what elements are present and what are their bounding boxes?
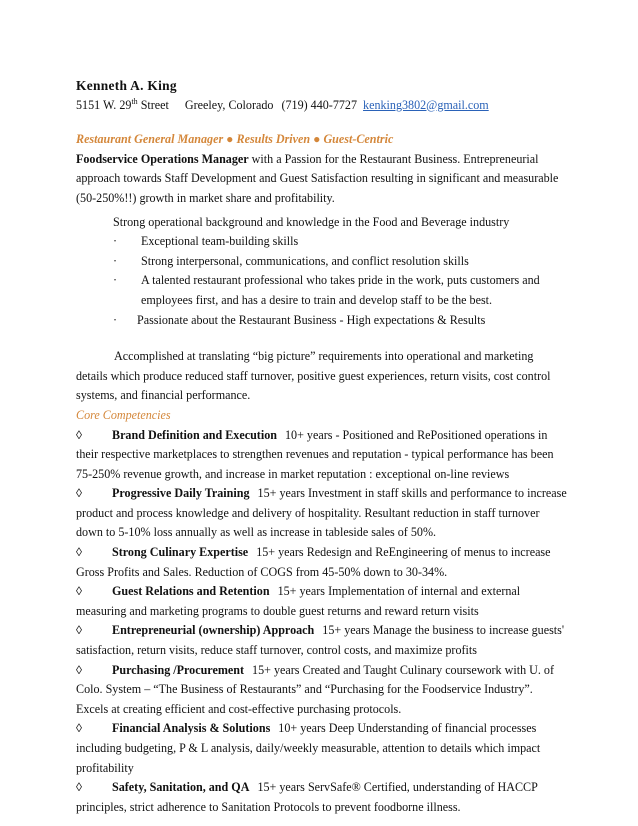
intro-bold-title: Foodservice Operations Manager (76, 151, 249, 166)
competency-text: ServSafe® Certified, understanding of HACCP principles, strict adherence to Sanitation Protocols to prevent foodborne illness. (76, 780, 538, 814)
competency-title: Entrepreneurial (ownership) Approach (112, 623, 315, 638)
bullet-icon: · (113, 253, 118, 268)
competency-item (76, 719, 568, 778)
competency-title: Guest Relations and Retention (112, 584, 270, 599)
competency-years: 15+ years (252, 662, 300, 677)
competency-title: Purchasing /Procurement (112, 662, 245, 677)
competency-title: Strong Culinary Expertise (112, 545, 249, 560)
diamond-icon: ◊ (76, 584, 82, 599)
competency-years: 15+ years (257, 780, 305, 795)
bullet-icon: · (113, 273, 118, 288)
competency-title: Progressive Daily Training (112, 486, 250, 501)
diamond-icon: ◊ (76, 486, 82, 501)
bullet-icon: · (113, 312, 118, 327)
competency-title: Brand Definition and Execution (112, 427, 277, 442)
competency-years: 15+ years (322, 623, 370, 638)
strength-item: · Strong interpersonal, communications, and conflict resolution skills (113, 252, 568, 272)
intro-text: with a Passion for the Restaurant Business. Entrepreneurial approach towards Staff Development and Guest Satisfaction resulting in significant and measurable (50-250%!!) growth in market share and profitability. (76, 151, 559, 205)
competency-years: 10+ years - Positioned and RePositioned operations (284, 427, 535, 442)
competency-item (76, 582, 568, 621)
strengths-lead: Strong operational background and knowledge in the Food and Beverage industry (113, 214, 510, 229)
competency-text: Investment in staff skills and performance to increase product and process knowledge and delivery of hospitality. Resultant reduction in staff turnover down to 5-10% loss annually as well as increase in tableside sales of 50%. (76, 486, 567, 540)
competency-years: 15+ years (277, 584, 326, 599)
phone-number: (719) 440-7727 (281, 97, 358, 112)
competency-title: Safety, Sanitation, and QA (112, 780, 250, 795)
diamond-icon: ◊ (76, 623, 82, 638)
intro-paragraph (76, 150, 568, 209)
diamond-icon: ◊ (76, 427, 82, 442)
competency-title: Financial Analysis & Solutions (112, 721, 271, 736)
competency-text: Deep Understanding of financial processes including budgeting, P & L analysis, daily/weekly measurable, attention to details which impact profitability (76, 721, 541, 775)
competency-item (76, 484, 568, 543)
contact-line (76, 96, 568, 116)
competency-text: Implementation of internal and external measuring and marketing programs to double guest returns and reward return visits (76, 584, 521, 618)
city-state: Greeley, Colorado (184, 97, 274, 112)
competency-text: Redesign and ReEngineering of menus to increase Gross Profits and Sales. Reduction of COGS from 45-50% down to 30-34%. (76, 545, 551, 579)
tagline: Restaurant General Manager ● Results Driven ● Guest-Centric (76, 132, 394, 147)
bullet-icon: · (113, 234, 118, 249)
competency-item (76, 778, 568, 817)
diamond-icon: ◊ (76, 545, 82, 560)
competency-list (76, 426, 568, 818)
competency-text: in their respective marketplaces to strengthen revenues and reputation - typical performance has been 75-250% revenue growth, and increase in market reputation : exceptional on-line reviews (76, 427, 554, 481)
strength-item: · Passionate about the Restaurant Business - High expectations & Results (113, 311, 568, 331)
resume-page (76, 76, 568, 817)
email-link[interactable]: kenking3802@gmail.com (363, 97, 489, 112)
competency-item (76, 621, 568, 660)
summary-paragraph: Accomplished at translating “big picture” requirements into operational and marketing details which produce reduced staff turnover, positive guest experiences, return visits, cost control systems, and financial performance. (76, 349, 551, 403)
strength-item: · Exceptional team-building skills (113, 232, 568, 252)
competency-item (76, 543, 568, 582)
competency-text: Manage the business to increase guests' satisfaction, return visits, reduce staff turnover, control costs, and maximize profits (76, 623, 565, 658)
strength-item: · A talented restaurant professional who takes pride in the work, puts customers and employees first, and has a desire to train and develop staff to be the best. (113, 271, 568, 310)
street-address: 5151 W. 29th Street (76, 96, 169, 112)
competency-text: Created and Taught Culinary coursework with U. of Colo. System – “The Business of Restaurants” and “Purchasing for the Foodservice Industry”. Excels at creating efficient and cost-effective purchasing protocols. (76, 662, 555, 716)
competency-years: 15+ years (256, 545, 304, 560)
diamond-icon: ◊ (76, 662, 82, 677)
diamond-icon: ◊ (76, 721, 82, 736)
strengths-block (113, 213, 568, 331)
competency-item (76, 661, 568, 720)
diamond-icon: ◊ (76, 780, 82, 795)
core-competencies-heading: Core Competencies (76, 407, 171, 422)
competency-years: 10+ years (278, 721, 326, 736)
candidate-name: Kenneth A. King (76, 78, 177, 93)
competency-years: 15+ years (257, 486, 305, 501)
competency-item (76, 426, 568, 485)
